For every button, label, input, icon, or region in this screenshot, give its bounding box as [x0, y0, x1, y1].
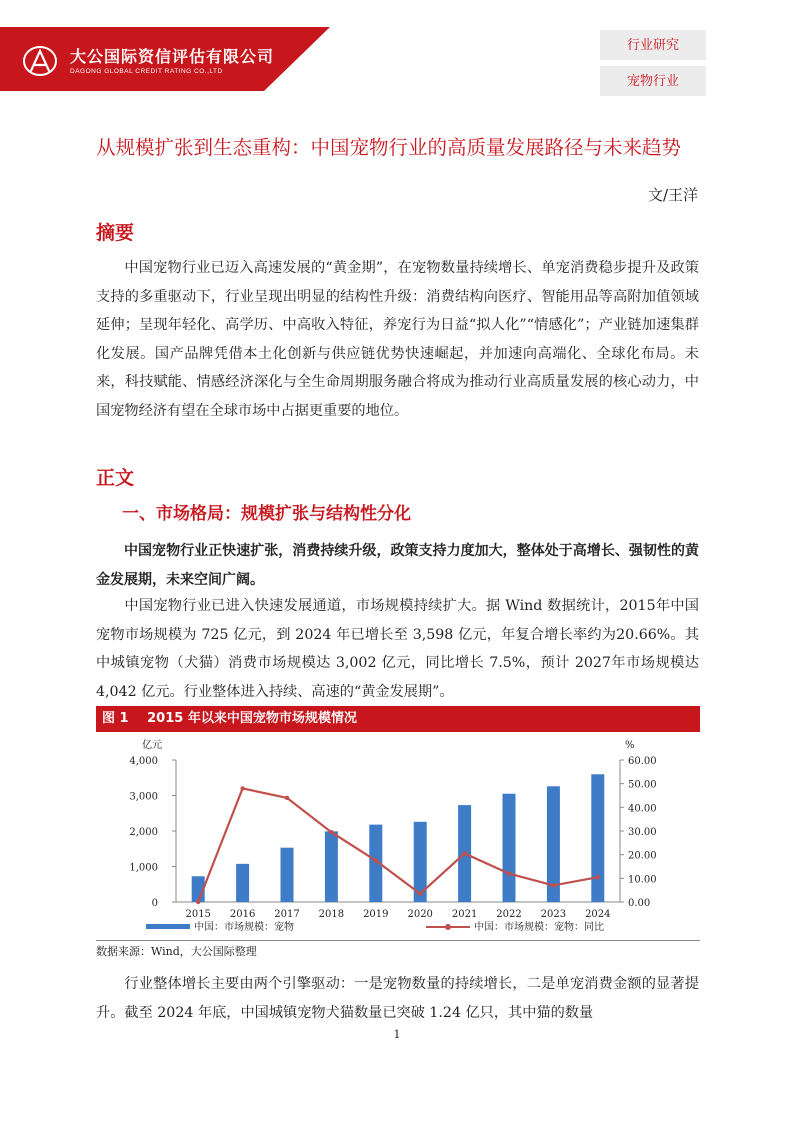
- tag-pet-industry: 宠物行业: [600, 66, 706, 96]
- x-tick-label: 2015: [185, 909, 211, 920]
- section1-heading: 一、市场格局：规模扩张与结构性分化: [122, 504, 411, 524]
- right-tick-label: 30.00: [628, 827, 657, 838]
- abstract-heading: 摘要: [96, 222, 135, 244]
- right-tick-label: 40.00: [628, 803, 657, 815]
- lead-bold-paragraph: 中国宠物行业正快速扩张，消费持续升级，政策支持力度加大，整体处于高增长、强韧性的黄金发展期，未来空间广阔。: [96, 543, 699, 588]
- figure-source: 数据来源：Wind，大公国际整理: [96, 940, 700, 959]
- legend-bar-swatch: [146, 924, 190, 929]
- page-number: 1: [393, 1028, 401, 1041]
- bar-2024: [591, 774, 604, 902]
- x-tick-label: 2018: [318, 909, 345, 920]
- bar-2016: [236, 864, 249, 902]
- legend-line-marker: [445, 924, 451, 930]
- left-tick-label: 2,000: [129, 827, 158, 838]
- company-name-cn: 大公国际资信评估有限公司: [70, 49, 275, 66]
- yoy-point-2017: [285, 796, 289, 800]
- figure-label: 图 1: [102, 711, 129, 726]
- bar-2017: [281, 848, 294, 902]
- left-tick-label: 0: [151, 898, 158, 909]
- yoy-point-2016: [240, 786, 244, 790]
- yoy-point-2021: [462, 851, 466, 855]
- yoy-point-2023: [551, 883, 555, 887]
- yoy-point-2019: [374, 858, 378, 862]
- right-axis-unit: %: [625, 740, 635, 751]
- figure-caption: 2015 年以来中国宠物市场规模情况: [147, 711, 357, 726]
- yoy-point-2018: [329, 830, 333, 834]
- legend-line-label: 中国：市场规模：宠物：同比: [474, 922, 604, 933]
- yoy-point-2022: [507, 871, 511, 875]
- x-tick-label: 2019: [363, 909, 389, 920]
- tag-industry-research: 行业研究: [600, 30, 706, 60]
- author: 文/王洋: [647, 186, 698, 204]
- figure-caption-bar: [96, 706, 700, 732]
- yoy-point-2015: [196, 900, 200, 904]
- dagong-logo-icon: [22, 45, 58, 77]
- market-size-chart: [96, 734, 700, 940]
- x-tick-label: 2021: [451, 909, 478, 920]
- x-tick-label: 2016: [229, 909, 256, 920]
- x-tick-label: 2023: [540, 909, 567, 920]
- yoy-line: [198, 788, 598, 902]
- legend-bar-label: 中国：市场规模：宠物: [194, 922, 294, 933]
- right-tick-label: 10.00: [628, 874, 657, 886]
- x-tick-label: 2020: [407, 909, 433, 920]
- page-title: 从规模扩张到生态重构：中国宠物行业的高质量发展路径与未来趋势: [96, 136, 682, 159]
- abstract-text: 中国宠物行业已迈入高速发展的“黄金期”，在宠物数量持续增长、单宠消费稳步提升及政策支持的多重驱动下，行业呈现出明显的结构性升级：消费结构向医疗、智能用品等高附加值领域延伸；呈现年轻化、高学历、中高收入特征，养宠行为日益“拟人化”“情感化”；产业链加速集群化发展。国产品牌凭借本土化创新与供应链优势快速崛起，并加速向高端化、全球化布局。未来，科技赋能、情感经济深化与全生命周期服务融合将成为推动行业高质量发展的核心动力，中国宠物经济有望在全球市场中占据更重要的地位。: [96, 260, 699, 419]
- right-tick-label: 60.00: [628, 756, 657, 767]
- market-size-paragraph: 中国宠物行业已进入快速发展通道，市场规模持续扩大。据 Wind 数据统计，2015年中国宠物市场规模为 725 亿元，到 2024 年已增长至 3,598 亿元，年复合增长率约为20.66%。其中城镇宠物（犬猫）消费市场规模达 3,002 亿元，同比增长 7.5%，预计 2027年市场规模达 4,042 亿元。行业整体进入持续、高速的“黄金发展期”。: [96, 598, 699, 700]
- left-tick-label: 4,000: [129, 756, 158, 767]
- right-tick-label: 50.00: [628, 779, 657, 791]
- growth-drivers-paragraph: 行业整体增长主要由两个引擎驱动：一是宠物数量的持续增长，二是单宠消费金额的显著提升。截至 2024 年底，中国城镇宠物犬猫数量已突破 1.24 亿只，其中猫的数量: [96, 976, 699, 1021]
- company-name-en: DAGONG GLOBAL CREDIT RATING CO.,LTD: [70, 68, 223, 75]
- bar-2022: [503, 794, 516, 902]
- left-tick-label: 1,000: [129, 862, 158, 874]
- x-tick-label: 2022: [496, 909, 522, 920]
- right-tick-label: 20.00: [628, 850, 657, 862]
- x-tick-label: 2024: [585, 909, 611, 920]
- x-tick-label: 2017: [274, 909, 300, 920]
- left-axis-unit: 亿元: [142, 740, 162, 751]
- right-tick-label: 0.00: [628, 898, 651, 909]
- yoy-point-2020: [418, 892, 422, 896]
- bar-2018: [325, 831, 338, 902]
- left-tick-label: 3,000: [129, 791, 158, 803]
- body-heading: 正文: [96, 467, 135, 489]
- yoy-point-2024: [596, 875, 600, 879]
